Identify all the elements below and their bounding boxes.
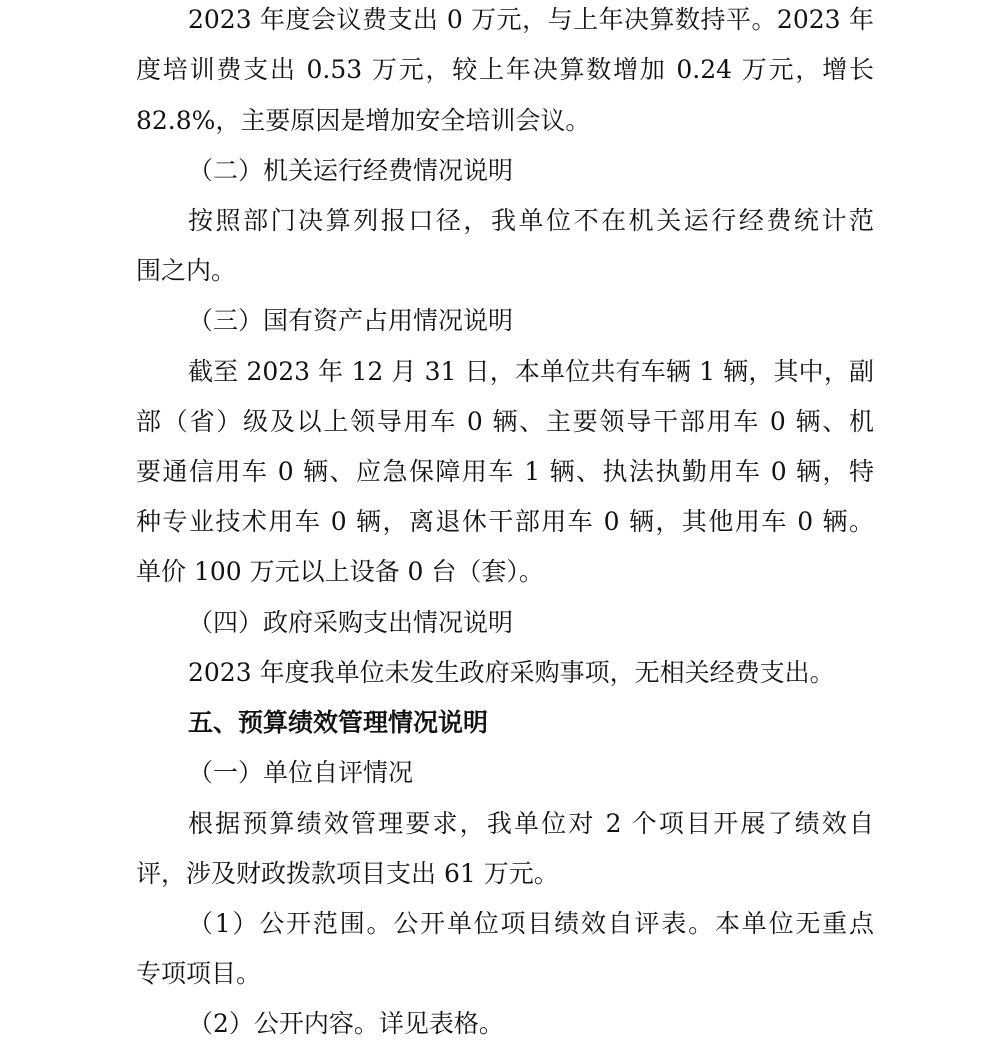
paragraph-line: 要通信用车 0 辆、应急保障用车 1 辆、执法执勤用车 0 辆，特 (136, 457, 874, 486)
paragraph-line: （1）公开范围。公开单位项目绩效自评表。本单位无重点 (188, 909, 874, 938)
section-subheading: （二）机关运行经费情况说明 (188, 156, 514, 185)
paragraph-line: （2）公开内容。详见表格。 (188, 1009, 504, 1038)
section-subheading: （一）单位自评情况 (188, 758, 414, 787)
paragraph-line: 按照部门决算列报口径，我单位不在机关运行经费统计范 (188, 206, 874, 235)
paragraph-line: 种专业技术用车 0 辆，离退休干部用车 0 辆，其他用车 0 辆。 (136, 507, 874, 536)
paragraph-line: 2023 年度我单位未发生政府采购事项，无相关经费支出。 (188, 658, 835, 687)
section-subheading: （四）政府采购支出情况说明 (188, 608, 514, 637)
paragraph-line: 单价 100 万元以上设备 0 台（套）。 (136, 557, 544, 586)
paragraph-line: 截至 2023 年 12 月 31 日，本单位共有车辆 1 辆，其中，副 (188, 357, 874, 386)
paragraph-line: 专项项目。 (136, 959, 262, 988)
paragraph-line: 2023 年度会议费支出 0 万元，与上年决算数持平。2023 年 (188, 5, 874, 34)
paragraph-line: 围之内。 (136, 256, 237, 285)
paragraph-line: 评，涉及财政拨款项目支出 61 万元。 (136, 859, 559, 888)
section-heading: 五、预算绩效管理情况说明 (188, 708, 489, 737)
paragraph-line: 根据预算绩效管理要求，我单位对 2 个项目开展了绩效自 (188, 809, 874, 838)
paragraph-line: 82.8%，主要原因是增加安全培训会议。 (136, 106, 591, 135)
paragraph-line: 度培训费支出 0.53 万元，较上年决算数增加 0.24 万元，增长 (136, 55, 874, 84)
section-subheading: （三）国有资产占用情况说明 (188, 306, 514, 335)
paragraph-line: 部（省）级及以上领导用车 0 辆、主要领导干部用车 0 辆、机 (136, 407, 874, 436)
